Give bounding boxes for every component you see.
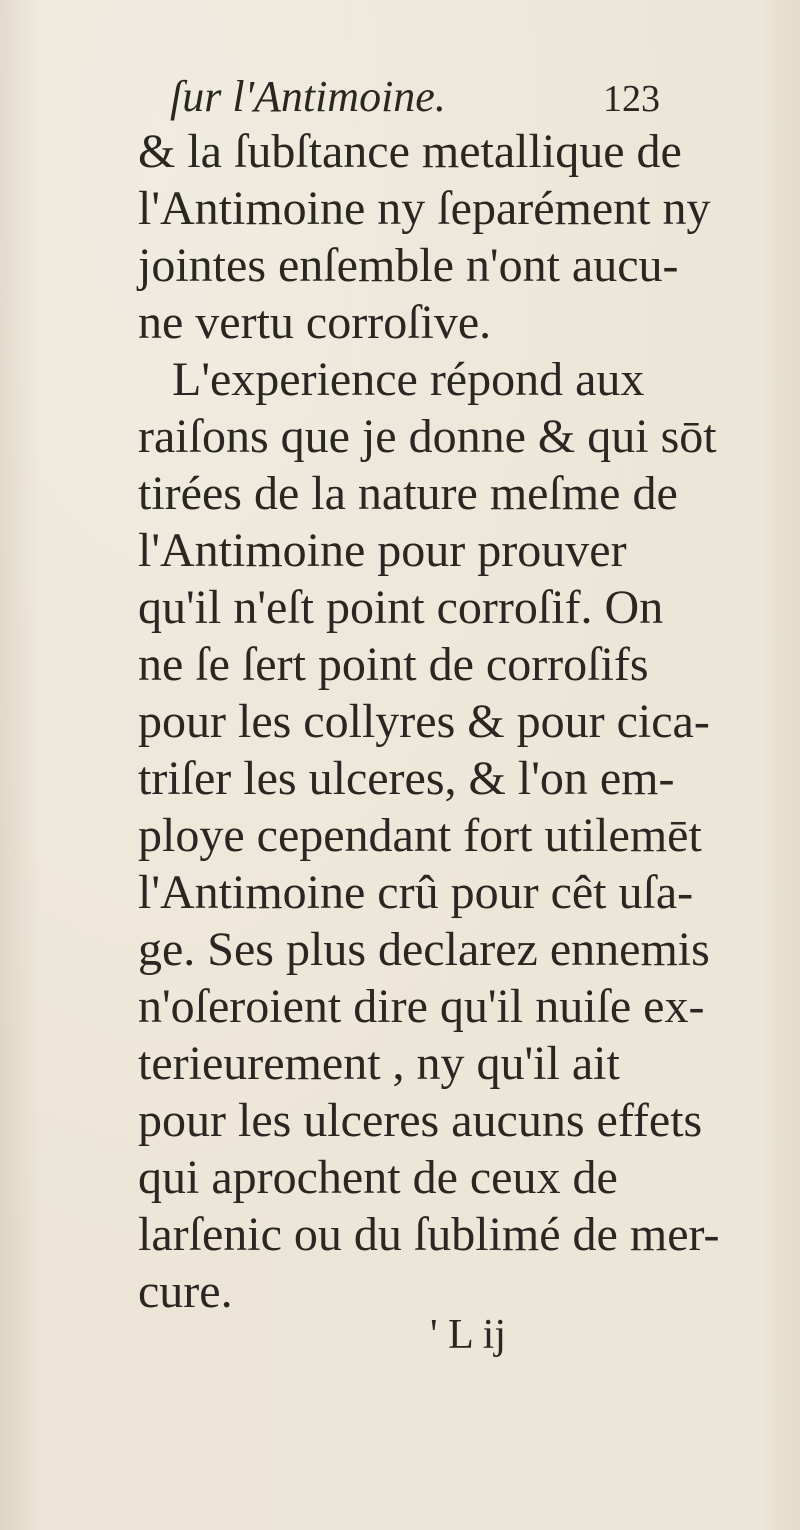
text-line: ge. Ses plus declarez ennemis [138, 923, 710, 976]
text-line: qui aprochent de ceux de [138, 1151, 618, 1204]
text-line: l'Antimoine crû pour cêt uſa- [138, 866, 694, 919]
signature-mark: ' L ij [430, 1312, 507, 1358]
text-line: jointes enſemble n'ont aucu- [138, 239, 679, 292]
text-line: pour les ulceres aucuns effets [138, 1094, 703, 1147]
text-line: pour les collyres & pour cica- [138, 695, 710, 748]
text-line: qu'il n'eſt point corroſif. On [138, 581, 664, 634]
text-line: ploye cependant fort utilemēt [138, 809, 702, 862]
text-line: & la ſubſtance metallique de [138, 125, 682, 178]
text-line: l'Antimoine ny ſeparément ny [138, 182, 711, 235]
text-line: triſer les ulceres, & l'on em- [138, 752, 675, 805]
text-line: cure. [138, 1265, 233, 1318]
text-line: larſenic ou du ſublimé de mer- [138, 1208, 720, 1261]
text-line: ne vertu corroſive. [138, 296, 492, 349]
running-title: ſur l'Antimoine. [170, 72, 446, 121]
text-line: l'Antimoine pour prouver [138, 524, 627, 577]
page-header [140, 62, 660, 122]
text-line: terieurement , ny qu'il ait [138, 1037, 620, 1090]
text-line: tirées de la nature meſme de [138, 467, 678, 520]
text-line: ne ſe ſert point de corroſifs [138, 638, 649, 691]
text-line: L'experience répond aux [172, 353, 645, 406]
text-line: n'oſeroient dire qu'il nuiſe ex- [138, 980, 705, 1033]
page-number: 123 [603, 78, 660, 120]
text-line: raiſons que je donne & qui sōt [138, 410, 717, 463]
